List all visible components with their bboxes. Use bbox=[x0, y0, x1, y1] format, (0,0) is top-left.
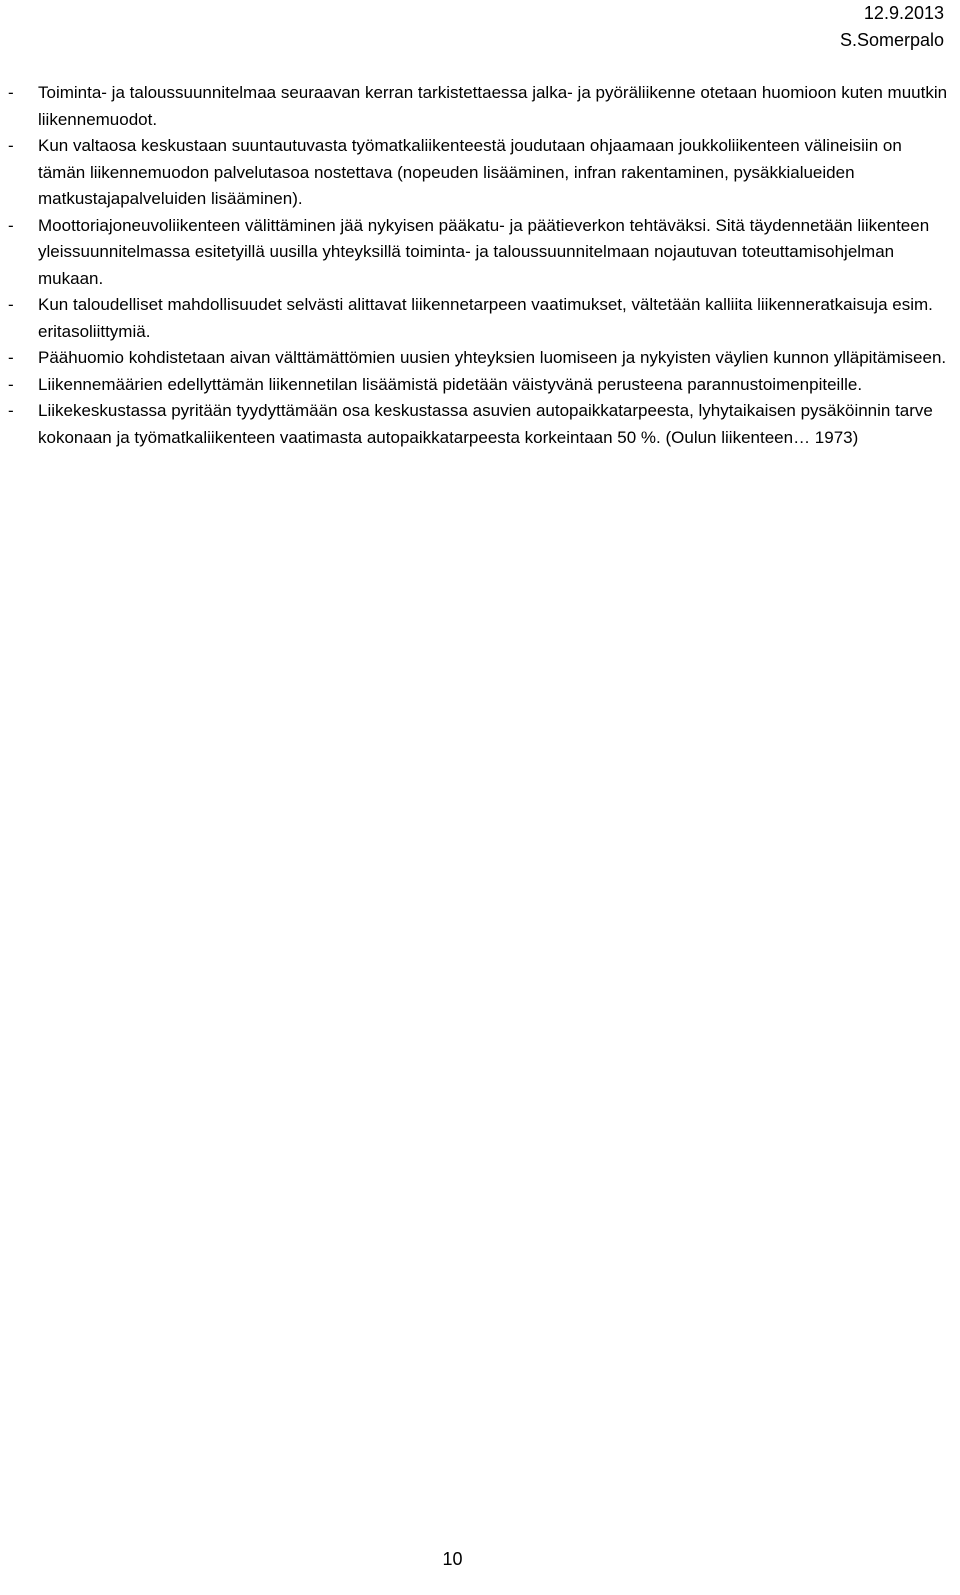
bullet-text: Päähuomio kohdistetaan aivan välttämättömien uusien yhteyksien luomiseen ja nykyisten väylien kunnon ylläpitämiseen. bbox=[38, 348, 947, 367]
bullet-text: Liikekeskustassa pyritään tyydyttämään osa keskustassa asuvien autopaikkatarpeesta, lyhytaikaisen pysäköinnin tarve kokonaan ja työmatkaliikenteen vaatimasta autopaikkatarpeesta korkeintaan 50 %. (Oulun liikenteen… 1973) bbox=[38, 401, 933, 447]
bullet-dash: - bbox=[8, 348, 14, 367]
bullet-text: Kun taloudelliset mahdollisuudet selvästi alittavat liikennetarpeen vaatimukset, vältetään kalliita liikenneratkaisuja esim. eritasoliittymiä. bbox=[38, 295, 933, 341]
page-number: 10 bbox=[442, 1549, 463, 1569]
list-item bbox=[8, 213, 950, 293]
bullet-text: Moottoriajoneuvoliikenteen välittäminen jää nykyisen pääkatu- ja päätieverkon tehtäväksi. Sitä täydennetään liikenteen yleissuunnitelmassa esitetyillä uusilla yhteyksillä toiminta- ja taloussuunnitelmaan nojautuvan toteuttamisohjelman mukaan. bbox=[38, 215, 930, 288]
list-item bbox=[8, 345, 950, 372]
bullet-text: Kun valtaosa keskustaan suuntautuvasta työmatkaliikenteestä joudutaan ohjaamaan joukkoliikenteen välineisiin on tämän liikennemuodon palvelutasoa nostettava (nopeuden lisääminen, infran rakentaminen, pysäkkialueiden matkustajapalveluiden lisääminen). bbox=[38, 136, 902, 208]
page-header bbox=[840, 0, 944, 54]
header-author: S.Somerpalo bbox=[839, 30, 944, 50]
list-item bbox=[8, 133, 950, 213]
document-body bbox=[8, 80, 950, 451]
bullet-dash: - bbox=[8, 295, 14, 314]
list-item bbox=[8, 292, 950, 345]
list-item bbox=[8, 372, 950, 399]
bullet-dash: - bbox=[8, 136, 14, 155]
bullet-dash: - bbox=[8, 215, 14, 235]
bullet-text: Liikennemäärien edellyttämän liikennetilan lisäämistä pidetään väistyvänä perusteena parannustoimenpiteille. bbox=[38, 374, 863, 394]
bullet-text: Toiminta- ja taloussuunnitelmaa seuraavan kerran tarkistettaessa jalka- ja pyöräliikenne otetaan huomioon kuten muutkin liikennemuodot. bbox=[38, 83, 948, 129]
bullet-list bbox=[8, 80, 950, 451]
bullet-dash: - bbox=[8, 83, 14, 102]
header-date: 12.9.2013 bbox=[863, 3, 944, 23]
list-item bbox=[8, 80, 950, 133]
bullet-dash: - bbox=[8, 401, 14, 420]
bullet-dash: - bbox=[8, 374, 14, 394]
list-item bbox=[8, 398, 950, 451]
